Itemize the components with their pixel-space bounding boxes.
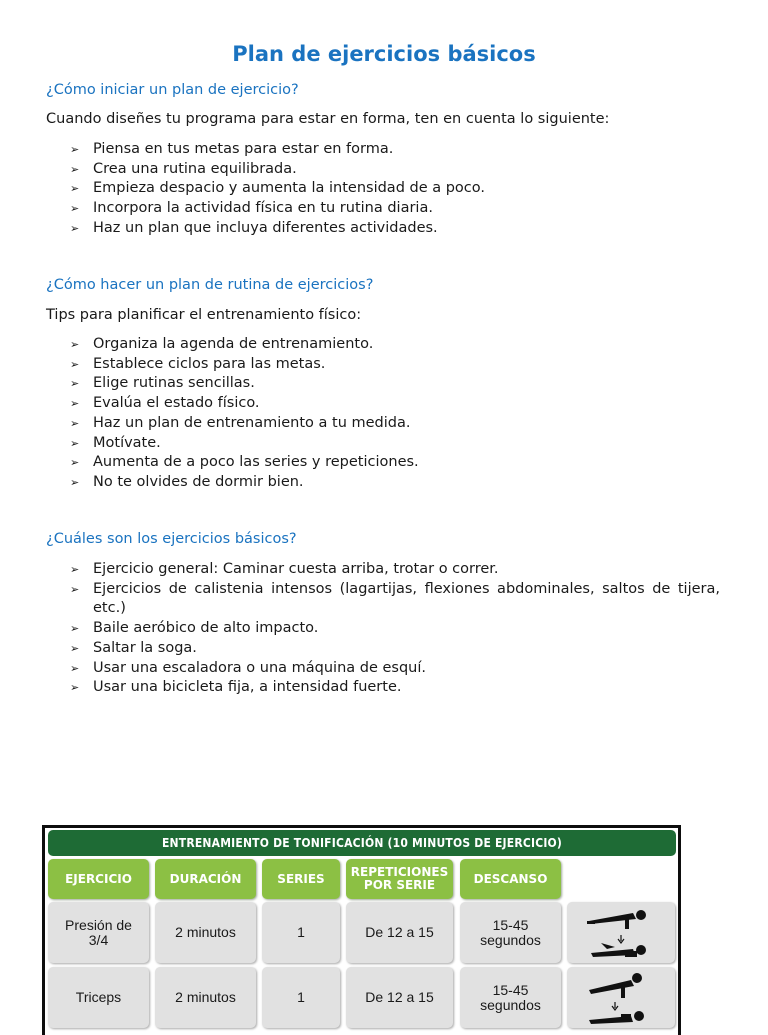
list-item: ➢ Crea una rutina equilibrada.: [70, 160, 720, 180]
header-descanso: DESCANSO: [460, 859, 561, 899]
list-item: ➢ Aumenta de a poco las series y repeticiones.: [70, 453, 720, 473]
section-intro-2: Tips para planificar el entrenamiento físico:: [46, 307, 362, 323]
table-banner: ENTRENAMIENTO DE TONIFICACIÓN (10 MINUTOS DE EJERCICIO): [48, 830, 676, 856]
arrow-bullet-icon: ➢: [70, 622, 80, 636]
list-item: ➢ Haz un plan de entrenamiento a tu medida.: [70, 414, 720, 434]
arrow-bullet-icon: ➢: [70, 162, 80, 176]
arrow-bullet-icon: ➢: [70, 456, 80, 470]
pushup-figure-icon: [567, 902, 675, 963]
arrow-bullet-icon: ➢: [70, 563, 80, 576]
arrow-bullet-icon: ➢: [70, 641, 80, 655]
header-ejercicio: EJERCICIO: [48, 859, 149, 899]
list-item: ➢ Motívate.: [70, 434, 720, 454]
list-item: ➢ Saltar la soga.: [70, 639, 720, 659]
list-item: ➢ Baile aeróbico de alto impacto.: [70, 619, 720, 639]
header-series: SERIES: [262, 859, 340, 899]
section-heading-1: ¿Cómo iniciar un plan de ejercicio?: [46, 82, 299, 98]
cell-repeticiones: De 12 a 15: [346, 967, 453, 1028]
training-table-inner: [45, 828, 678, 1035]
list-item: ➢ Empieza despacio y aumenta la intensidad de a poco.: [70, 179, 720, 199]
cell-descanso: 15-45 segundos: [460, 967, 561, 1028]
arrow-bullet-icon: ➢: [70, 661, 80, 675]
training-table: [42, 825, 681, 1035]
list-item: ➢ No te olvides de dormir bien.: [70, 473, 720, 493]
bullet-list-2: [70, 335, 720, 493]
arrow-bullet-icon: ➢: [70, 221, 80, 235]
cell-series: 1: [262, 967, 340, 1028]
list-item: ➢ Organiza la agenda de entrenamiento.: [70, 335, 720, 355]
arrow-bullet-icon: ➢: [70, 357, 80, 371]
bullet-list-3: [70, 560, 720, 698]
list-item: ➢ Establece ciclos para las metas.: [70, 355, 720, 375]
cell-duracion: 2 minutos: [155, 967, 256, 1028]
arrow-bullet-icon: ➢: [70, 377, 80, 391]
arrow-bullet-icon: ➢: [70, 202, 80, 216]
section-intro-1: Cuando diseñes tu programa para estar en forma, ten en cuenta lo siguiente:: [46, 111, 610, 127]
header-duracion: DURACIÓN: [155, 859, 256, 899]
arrow-bullet-icon: ➢: [70, 436, 80, 450]
header-repeticiones: REPETICIONES POR SERIE: [346, 859, 453, 899]
list-item: ➢ Usar una escaladora o una máquina de esquí.: [70, 659, 720, 679]
cell-repeticiones: De 12 a 15: [346, 902, 453, 963]
arrow-bullet-icon: ➢: [70, 397, 80, 411]
cell-ejercicio: Triceps: [48, 967, 149, 1028]
arrow-bullet-icon: ➢: [70, 475, 80, 489]
arrow-bullet-icon: ➢: [70, 338, 80, 351]
arrow-bullet-icon: ➢: [70, 582, 80, 596]
list-item: ➢ Ejercicios de calistenia intensos (lagartijas, flexiones abdominales, saltos de tijera, etc.): [70, 580, 720, 617]
list-item: ➢ Elige rutinas sencillas.: [70, 374, 720, 394]
list-item: ➢ Usar una bicicleta fija, a intensidad fuerte.: [70, 678, 720, 698]
list-item: ➢ Evalúa el estado físico.: [70, 394, 720, 414]
arrow-bullet-icon: ➢: [70, 182, 80, 196]
cell-duracion: 2 minutos: [155, 902, 256, 963]
list-item: ➢ Haz un plan que incluya diferentes actividades.: [70, 219, 720, 239]
bullet-list-1: [70, 140, 720, 239]
list-item: ➢ Incorpora la actividad física en tu rutina diaria.: [70, 199, 720, 219]
arrow-bullet-icon: ➢: [70, 143, 80, 156]
list-item: ➢ Ejercicio general: Caminar cuesta arriba, trotar o correr.: [70, 560, 720, 580]
arrow-bullet-icon: ➢: [70, 681, 80, 695]
cell-descanso: 15-45 segundos: [460, 902, 561, 963]
page-title: Plan de ejercicios básicos: [232, 42, 536, 66]
section-heading-2: ¿Cómo hacer un plan de rutina de ejercicios?: [46, 277, 374, 293]
cell-ejercicio: Presión de 3/4: [48, 902, 149, 963]
list-item: ➢ Piensa en tus metas para estar en forma.: [70, 140, 720, 160]
arrow-bullet-icon: ➢: [70, 416, 80, 430]
cell-series: 1: [262, 902, 340, 963]
triceps-dip-figure-icon: [567, 967, 675, 1028]
section-heading-3: ¿Cuáles son los ejercicios básicos?: [46, 531, 297, 547]
